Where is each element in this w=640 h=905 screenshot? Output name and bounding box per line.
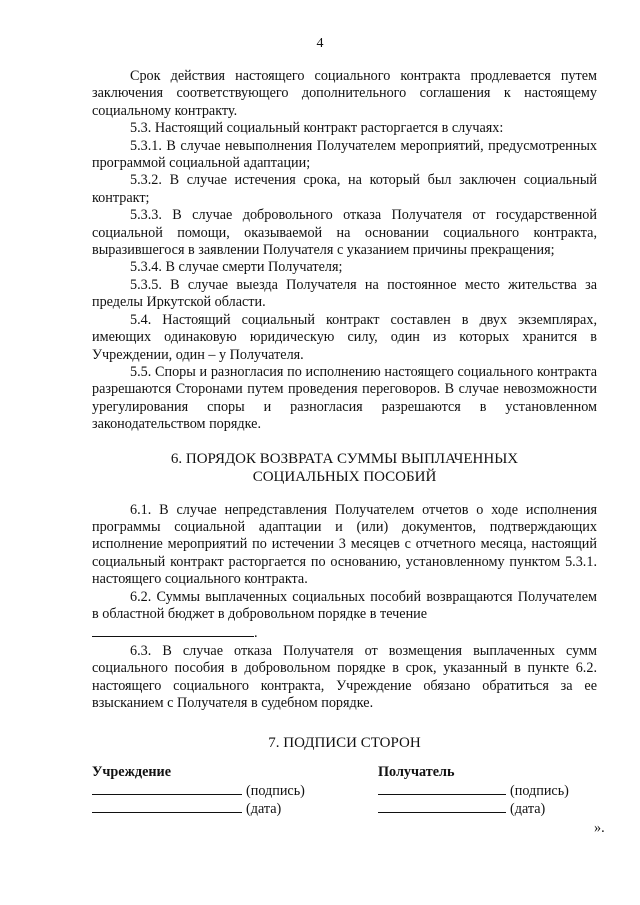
institution-signature — [92, 764, 305, 818]
section-6-heading-line2: СОЦИАЛЬНЫХ ПОСОБИЙ — [252, 468, 437, 485]
paragraph-6-2-text: 6.2. Суммы выплаченных социальных пособий возвращаются Получателем в областной бюджет в добровольном порядке в течение — [92, 588, 597, 622]
recipient-title: Получатель — [378, 764, 455, 780]
institution-sign-label: (подпись) — [246, 783, 305, 799]
recipient-signature — [378, 764, 569, 818]
recipient-date-label: (дата) — [510, 801, 546, 817]
paragraph-5-3-1: 5.3.1. В случае невыполнения Получателем мероприятий, предусмотренных программой социальной адаптации; — [92, 137, 597, 172]
recipient-date-line[interactable] — [378, 800, 506, 813]
paragraph-6-2 — [92, 589, 597, 643]
institution-sign-line[interactable] — [92, 782, 242, 795]
section-6-heading-line1: 6. ПОРЯДОК ВОЗВРАТА СУММЫ ВЫПЛАЧЕННЫХ — [170, 450, 519, 467]
closing-quote-mark: ». — [594, 820, 605, 836]
term-blank-line[interactable] — [92, 623, 254, 637]
institution-date-line[interactable] — [92, 800, 242, 813]
recipient-sign-row — [378, 782, 569, 800]
signatures-block — [92, 764, 597, 844]
paragraph-6-1: 6.1. В случае непредставления Получателем отчетов о ходе исполнения программы социальной адаптации и (или) документов, подтверждающих исполнение мероприятий по истечении 3 месяцев с отчетного месяца, настоящий социальный контракт расторгается по основанию, установленному пунктом 5.3.1. настоящего социального контракта. — [92, 501, 597, 588]
paragraph-extension: Срок действия настоящего социального контракта продлевается путем заключения соответствующего дополнительного соглашения к настоящему социальному контракту. — [92, 68, 597, 119]
paragraph-5-3-4: 5.3.4. В случае смерти Получателя; — [130, 259, 343, 276]
paragraph-5-3-2: 5.3.2. В случае истечения срока, на который был заключен социальный контракт; — [92, 172, 597, 206]
paragraph-5-3: 5.3. Настоящий социальный контракт расторгается в случаях: — [130, 120, 504, 137]
institution-date-label: (дата) — [246, 801, 282, 817]
section-7-heading: 7. ПОДПИСИ СТОРОН — [268, 735, 421, 752]
institution-title: Учреждение — [92, 764, 172, 780]
paragraph-5-3-3: 5.3.3. В случае добровольного отказа Получателя от государственной социальной помощи, оказываемой на основании социального контракта, выразившегося в заявлении Получателя с указанием причины прекращения; — [92, 207, 597, 259]
section-6-heading — [92, 450, 597, 486]
paragraph-5-4: 5.4. Настоящий социальный контракт составлен в двух экземплярах, имеющих одинаковую юридическую силу, один из которых хранится в Учреждении, один – у Получателя. — [92, 311, 597, 363]
recipient-sign-label: (подпись) — [510, 783, 569, 799]
institution-sign-row — [92, 782, 305, 800]
paragraph-6-2-end: . — [254, 625, 258, 642]
paragraph-6-3: 6.3. В случае отказа Получателя от возмещения выплаченных сумм социального пособия в добровольном порядке в срок, указанный в пункте 6.2. настоящего социального контракта, Учреждение обязано обратиться за ее взысканием с Получателя в судебном порядке. — [92, 642, 597, 711]
page-number: 4 — [316, 36, 324, 51]
institution-date-row — [92, 800, 305, 818]
paragraph-5-3-5: 5.3.5. В случае выезда Получателя на постоянное место жительства за пределы Иркутской области. — [92, 276, 597, 311]
recipient-date-row — [378, 800, 569, 818]
document-body — [92, 68, 597, 770]
recipient-sign-line[interactable] — [378, 782, 506, 795]
paragraph-5-5: 5.5. Споры и разногласия по исполнению настоящего социального контракта разрешаются Сторонами путем проведения переговоров. В случае невозможности урегулирования споры и разногласия разрешаются в установленном законодательством порядке. — [92, 363, 597, 433]
